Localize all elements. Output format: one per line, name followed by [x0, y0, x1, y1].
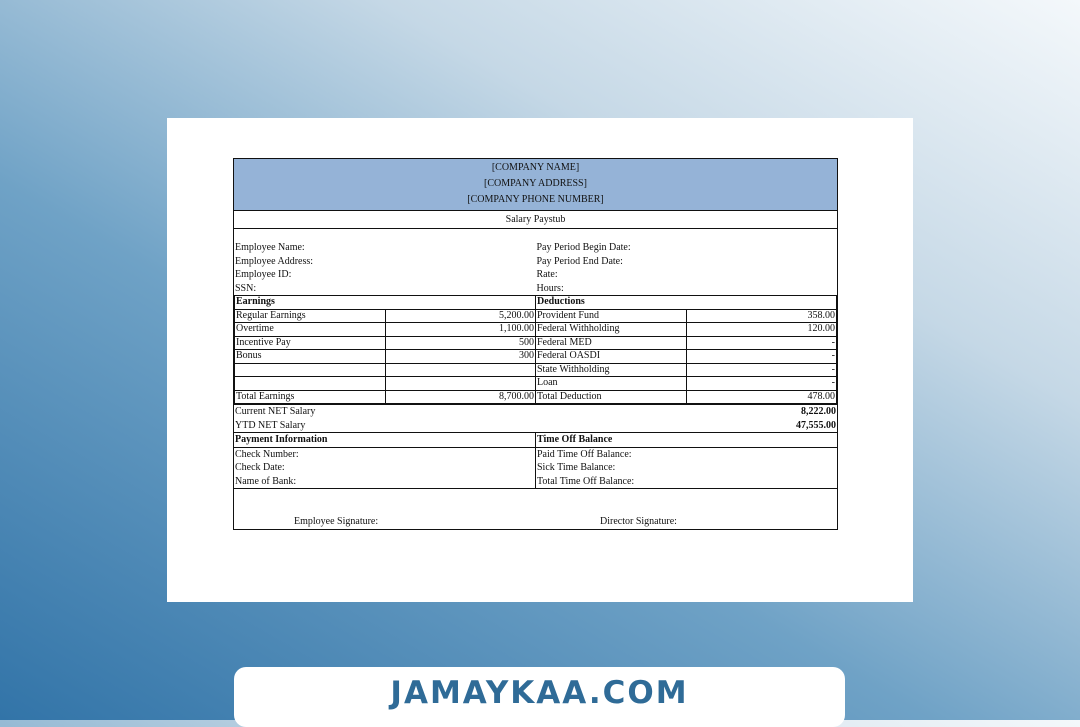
paid-time-off-label: Paid Time Off Balance:: [537, 448, 632, 460]
employee-info-right: [536, 241, 838, 295]
payment-information: [234, 433, 535, 488]
earning-amount: 5,200.00: [385, 309, 536, 323]
totals-row: [235, 390, 837, 404]
table-header-row: [235, 296, 837, 309]
employee-info-left: [234, 241, 536, 295]
deduction-label: Loan: [536, 377, 687, 391]
deduction-amount: 358.00: [686, 309, 837, 323]
ssn-label: SSN:: [235, 282, 257, 294]
earning-amount: 500: [385, 336, 536, 350]
deduction-label: Federal Withholding: [536, 323, 687, 337]
time-off-balance: [535, 433, 837, 488]
time-off-heading: Time Off Balance: [536, 433, 837, 448]
employee-name-label: Employee Name:: [235, 242, 305, 253]
table-row: [235, 377, 837, 391]
pay-period-begin-label: Pay Period Begin Date:: [536, 242, 631, 253]
earning-amount: 300: [385, 350, 536, 364]
payment-timeoff-section: [234, 433, 837, 489]
deduction-amount: -: [686, 377, 837, 391]
check-date-label: Check Date:: [235, 462, 285, 473]
total-time-off-label: Total Time Off Balance:: [537, 475, 635, 487]
total-deduction-amount: 478.00: [686, 390, 837, 404]
deduction-amount: -: [686, 363, 837, 377]
sick-time-label: Sick Time Balance:: [537, 462, 616, 473]
document-paper: [167, 118, 913, 602]
current-net-label: Current NET Salary: [235, 406, 316, 417]
employee-address-label: Employee Address:: [235, 255, 314, 267]
total-earnings-amount: 8,700.00: [385, 390, 536, 404]
earning-label: Regular Earnings: [235, 309, 386, 323]
earning-label: Bonus: [235, 350, 386, 364]
director-signature-label: Director Signature:: [600, 516, 677, 527]
earnings-heading: Earnings: [235, 296, 536, 309]
site-banner: [234, 667, 845, 727]
current-net-value: 8,222.00: [801, 406, 836, 417]
table-row: [235, 363, 837, 377]
check-number-label: Check Number:: [235, 448, 299, 460]
employee-signature-label: Employee Signature:: [294, 516, 379, 527]
earning-label: Overtime: [235, 323, 386, 337]
total-deduction-label: Total Deduction: [536, 390, 687, 404]
pay-period-end-label: Pay Period End Date:: [536, 255, 623, 267]
signature-section: [234, 489, 837, 529]
ytd-net-value: 47,555.00: [796, 419, 836, 431]
earning-amount: 1,100.00: [385, 323, 536, 337]
table-row: [235, 350, 837, 364]
company-header: [234, 159, 837, 211]
deductions-heading: Deductions: [536, 296, 837, 309]
earning-label: [235, 377, 386, 391]
payment-info-heading: Payment Information: [234, 433, 535, 448]
deduction-amount: -: [686, 350, 837, 364]
ytd-net-row: [234, 419, 837, 433]
earning-amount: [385, 377, 536, 391]
site-banner-text: JAMAYKAA.COM: [390, 675, 689, 711]
employee-id-label: Employee ID:: [235, 269, 292, 280]
net-salary-section: [234, 404, 837, 433]
company-address: [COMPANY ADDRESS]: [484, 178, 587, 189]
current-net-row: [234, 405, 837, 419]
earnings-deductions-table: [234, 296, 837, 404]
company-name: [COMPANY NAME]: [491, 162, 580, 173]
ytd-net-label: YTD NET Salary: [235, 419, 306, 431]
hours-label: Hours:: [536, 282, 564, 294]
earning-amount: [385, 363, 536, 377]
earning-label: [235, 363, 386, 377]
earning-label: Incentive Pay: [235, 336, 386, 350]
deduction-label: Federal MED: [536, 336, 687, 350]
deduction-label: State Withholding: [536, 363, 687, 377]
deduction-amount: -: [686, 336, 837, 350]
table-row: [235, 309, 837, 323]
deduction-label: Provident Fund: [536, 309, 687, 323]
table-row: [235, 336, 837, 350]
rate-label: Rate:: [536, 269, 558, 280]
total-earnings-label: Total Earnings: [235, 390, 386, 404]
bank-name-label: Name of Bank:: [235, 475, 297, 487]
company-phone: [COMPANY PHONE NUMBER]: [467, 194, 604, 205]
employee-info: [234, 229, 837, 296]
table-row: [235, 323, 837, 337]
paystub: [233, 158, 838, 530]
deduction-amount: 120.00: [686, 323, 837, 337]
deduction-label: Federal OASDI: [536, 350, 687, 364]
paystub-title: Salary Paystub: [234, 211, 837, 229]
